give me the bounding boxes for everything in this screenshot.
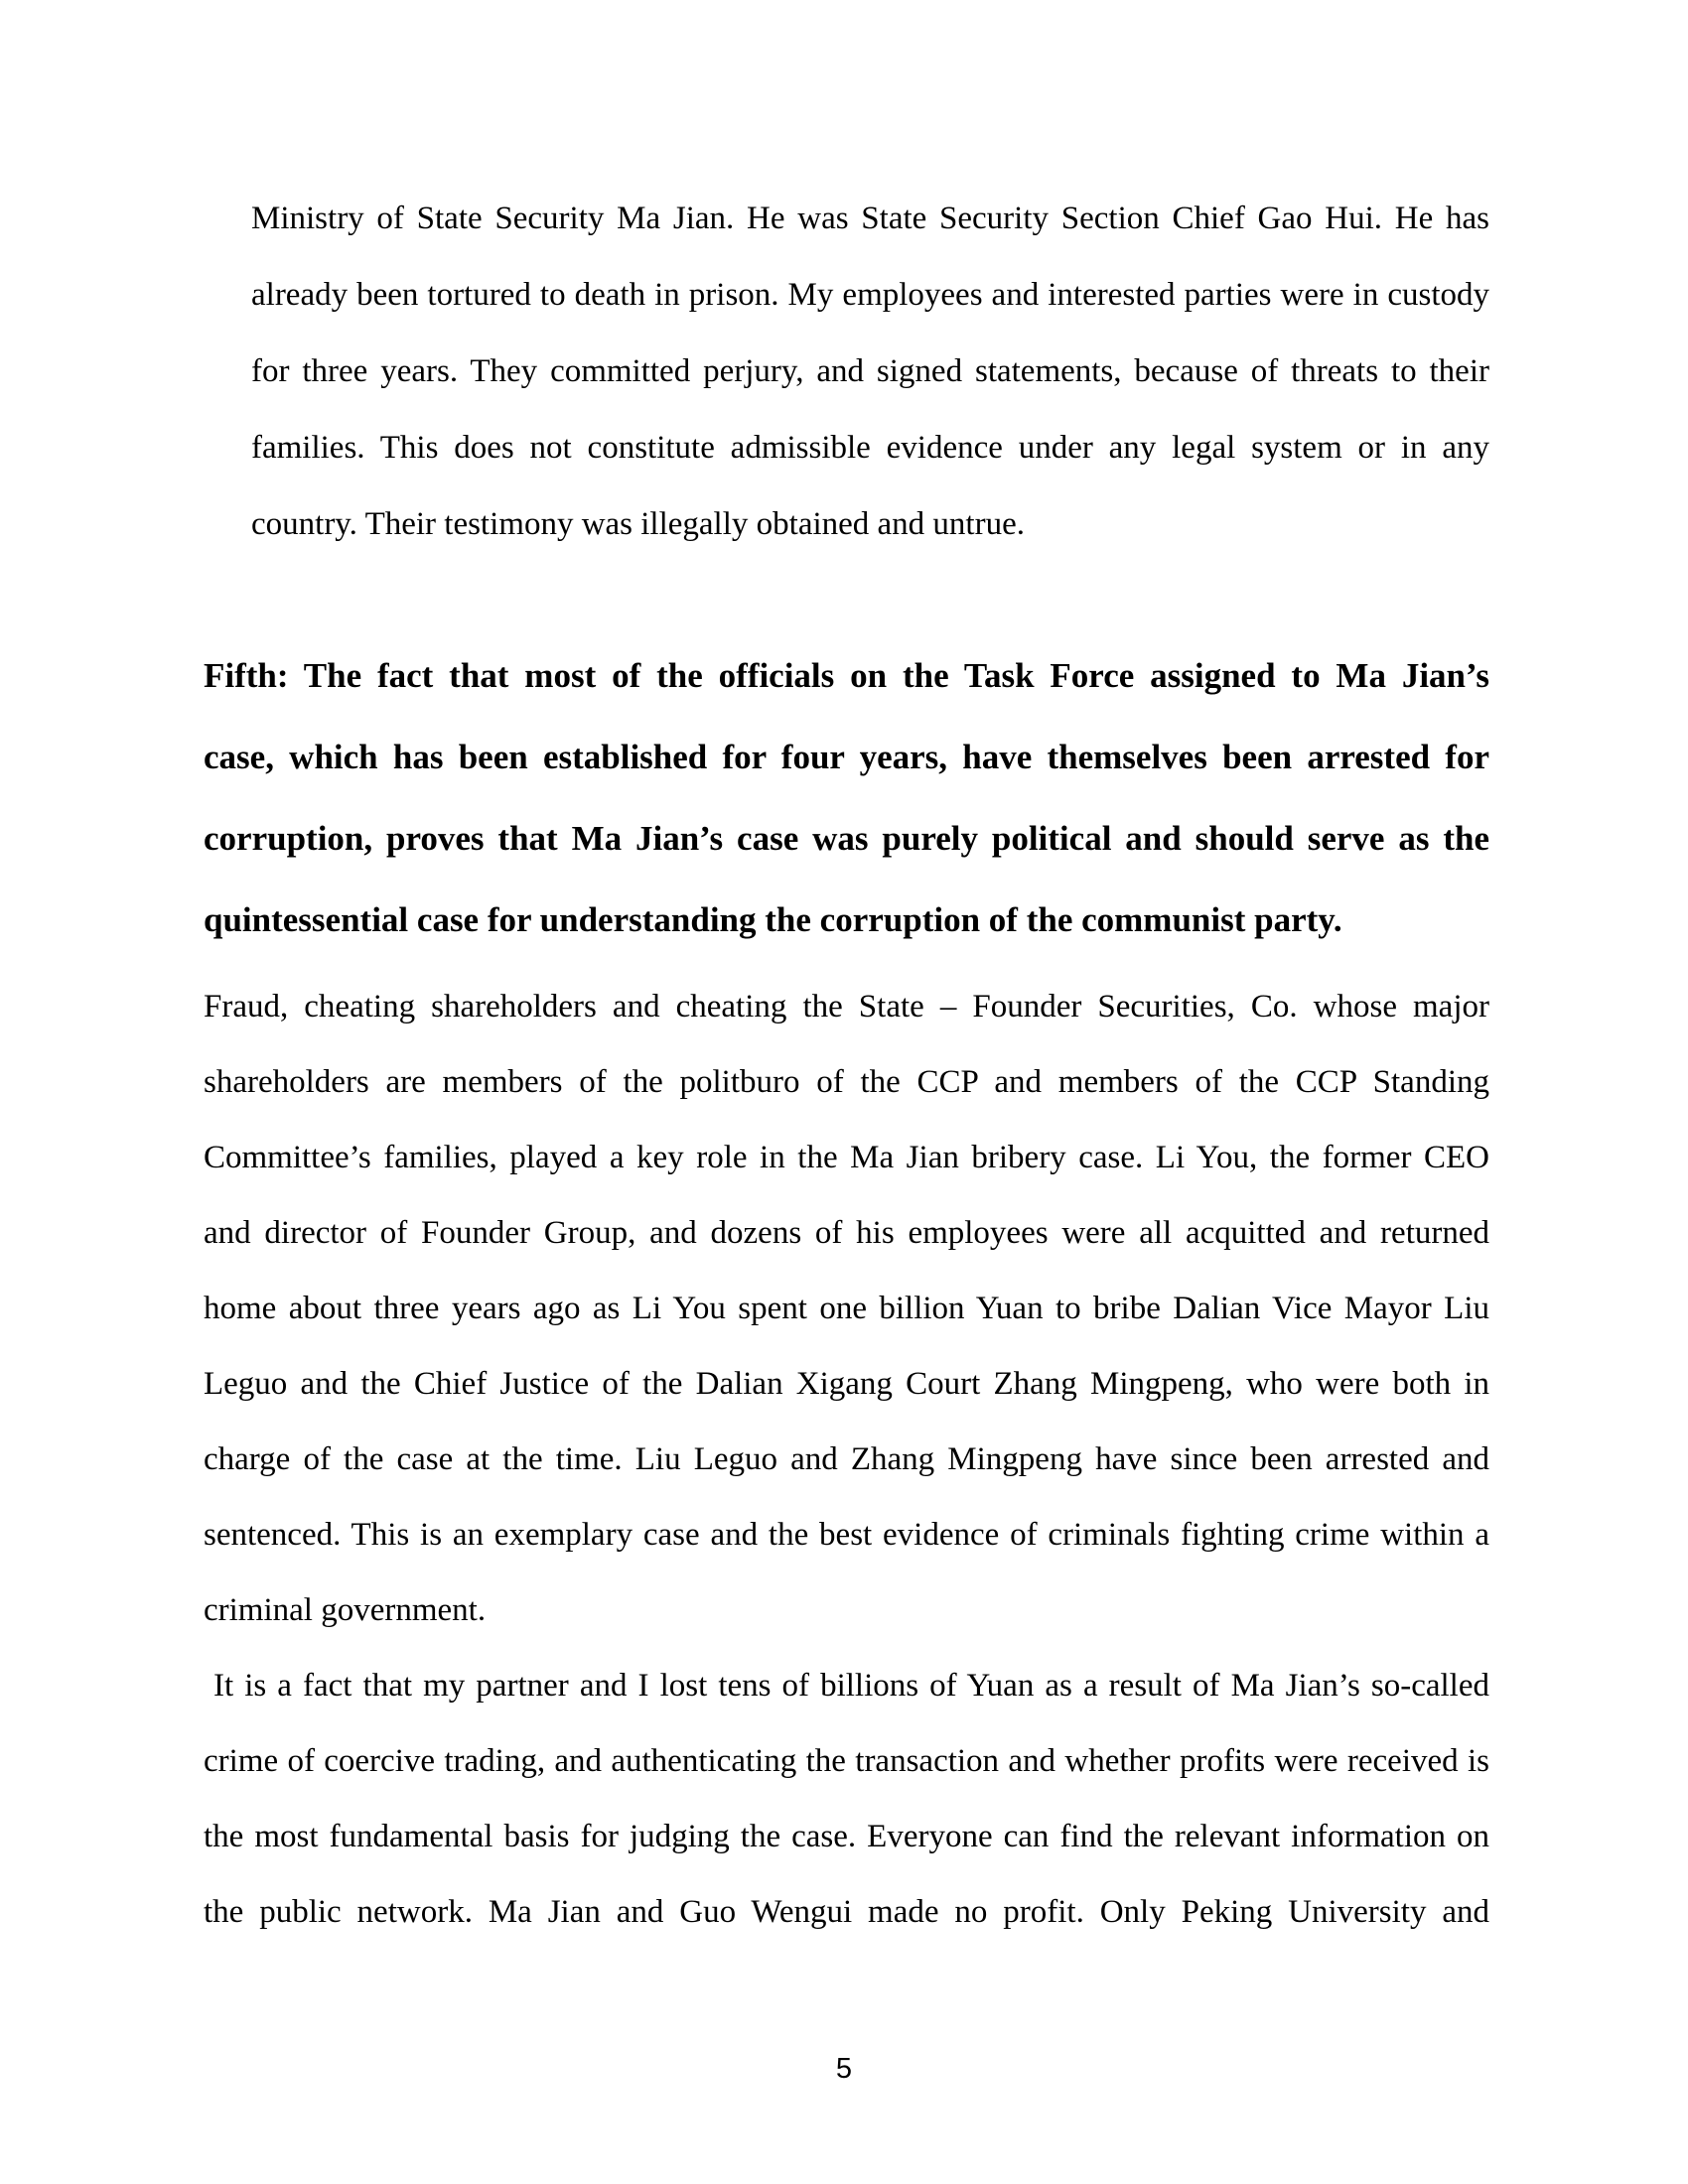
heading-line: quintessential case for understanding the corruption of the communist party.: [204, 900, 1342, 939]
text-line: country. Their testimony was illegally obtained and untrue.: [251, 506, 1025, 542]
heading-line: case, which has been established for four years, have themselves been arrested for: [204, 738, 1489, 776]
text-line: criminal government.: [204, 1592, 487, 1628]
paragraph-testimony: [251, 181, 1489, 563]
text-line: It is a fact that my partner and I lost tens of billions of Yuan as a result of Ma Jian’s so-called: [213, 1668, 1489, 1704]
text-line: Leguo and the Chief Justice of the Dalian Xigang Court Zhang Mingpeng, who were both in: [204, 1366, 1489, 1402]
heading-line: Fifth: The fact that most of the officials on the Task Force assigned to Ma Jian’s: [204, 656, 1489, 695]
heading-line: corruption, proves that Ma Jian’s case was purely political and should serve as the: [204, 819, 1489, 858]
text-line: charge of the case at the time. Liu Leguo and Zhang Mingpeng have since been arrested and: [204, 1441, 1489, 1477]
paragraph-lost-billions: [204, 1648, 1489, 1950]
text-line: Fraud, cheating shareholders and cheating the State – Founder Securities, Co. whose major: [204, 989, 1489, 1024]
text-line: crime of coercive trading, and authenticating the transaction and whether profits were received is: [204, 1743, 1489, 1779]
page-number: 5: [835, 2053, 853, 2085]
text-line: home about three years ago as Li You spent one billion Yuan to bribe Dalian Vice Mayor Liu: [204, 1291, 1489, 1326]
text-line: families. This does not constitute admissible evidence under any legal system or in any: [251, 430, 1489, 466]
text-line: for three years. They committed perjury, and signed statements, because of threats to their: [251, 353, 1489, 389]
section-heading-fifth: [204, 635, 1489, 961]
text-line: Ministry of State Security Ma Jian. He was State Security Section Chief Gao Hui. He has: [251, 201, 1489, 236]
text-line: the public network. Ma Jian and Guo Wengui made no profit. Only Peking University and: [204, 1894, 1489, 1930]
text-line: shareholders are members of the politburo of the CCP and members of the CCP Standing: [204, 1064, 1489, 1100]
text-line: already been tortured to death in prison. My employees and interested parties were in custody: [251, 277, 1489, 313]
text-line: the most fundamental basis for judging the case. Everyone can find the relevant information on: [204, 1819, 1489, 1854]
paragraph-founder-securities: [204, 969, 1489, 1648]
text-line: Committee’s families, played a key role in the Ma Jian bribery case. Li You, the former CEO: [204, 1140, 1489, 1175]
text-line: sentenced. This is an exemplary case and the best evidence of criminals fighting crime within a: [204, 1517, 1489, 1553]
text-line: and director of Founder Group, and dozens of his employees were all acquitted and returned: [204, 1215, 1489, 1251]
